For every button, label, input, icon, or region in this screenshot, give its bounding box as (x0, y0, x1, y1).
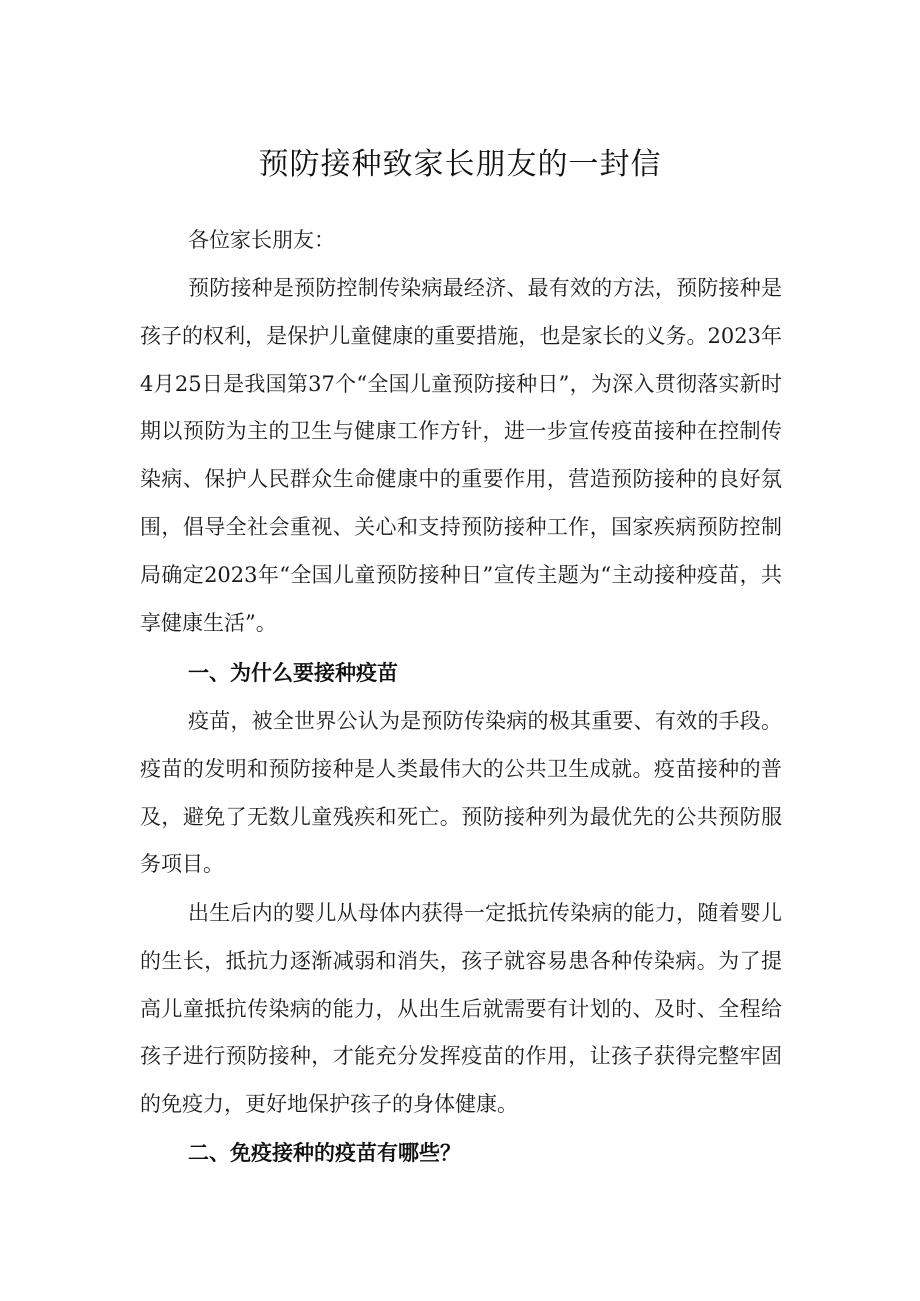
document-title: 预防接种致家长朋友的一封信 (258, 147, 662, 182)
section-heading-why-vaccinate: 一、为什么要接种疫苗 (188, 661, 398, 685)
greeting: 各位家长朋友： (188, 228, 335, 252)
paragraph-intro: 预防接种是预防控制传染病最经济、最有效的方法，预防接种是孩子的权利，是保护儿童健康的重要措施，也是家长的义务。2023年4月25日是我国第37个“全国儿童预防接种日”，为深入贯彻落实新时期以预防为主的卫生与健康工作方针，进一步宣传疫苗接种在控制传染病、保护人民群众生命健康中的重要作用，营造预防接种的良好氛围，倡导全社会重视、关心和支持预防接种工作，国家疾病预防控制局确定2023年“全国儿童预防接种日”宣传主题为“主动接种疫苗，共享健康生活”。 (140, 276, 782, 635)
section-heading-vaccine-types: 二、免疫接种的疫苗有哪些？ (188, 1141, 461, 1165)
paragraph-why-vaccinate-2: 出生后内的婴儿从母体内获得一定抵抗传染病的能力，随着婴儿的生长，抵抗力逐渐减弱和消失，孩子就容易患各种传染病。为了提高儿童抵抗传染病的能力，从出生后就需要有计划的、及时、全程给孩子进行预防接种，才能充分发挥疫苗的作用，让孩子获得完整牢固的免疫力，更好地保护孩子的身体健康。 (140, 901, 782, 1117)
paragraph-why-vaccinate-1: 疫苗，被全世界公认为是预防传染病的极其重要、有效的手段。疫苗的发明和预防接种是人类最伟大的公共卫生成就。疫苗接种的普及，避免了无数儿童残疾和死亡。预防接种列为最优先的公共预防服务项目。 (140, 709, 782, 877)
